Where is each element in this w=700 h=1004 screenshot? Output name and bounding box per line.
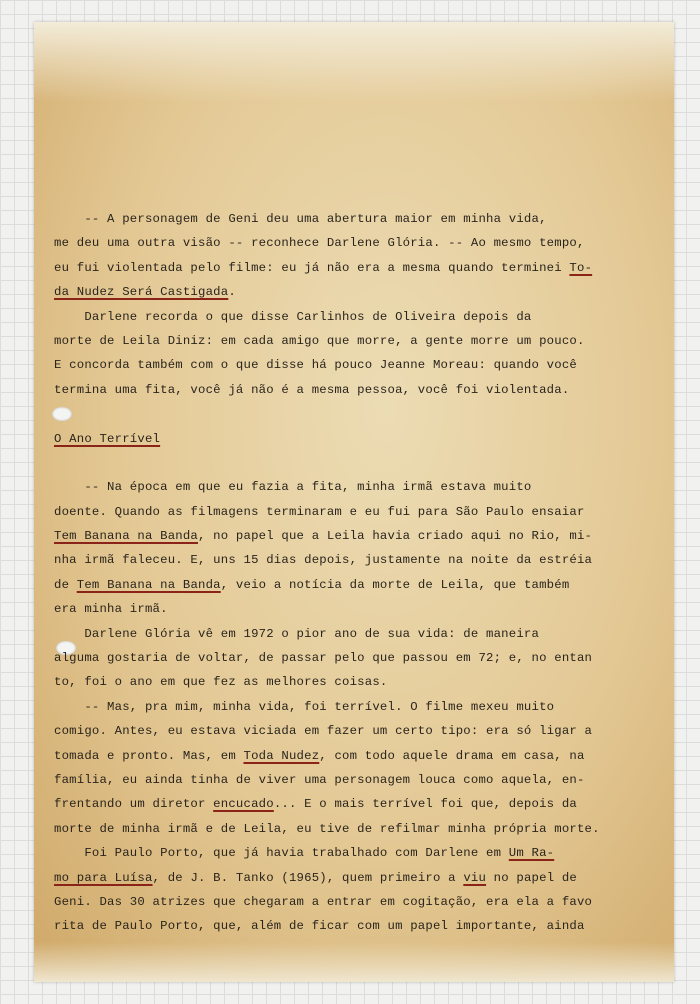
text-run: , no papel que a Leila havia criado aqui no Rio, mi- bbox=[198, 529, 593, 544]
text-run: -- A personagem de Geni deu uma abertura maior em minha vida, bbox=[54, 212, 547, 226]
underlined-title: Um Ra- bbox=[508, 846, 555, 861]
paragraph-leila-diniz bbox=[54, 305, 634, 403]
text-line bbox=[54, 475, 634, 499]
text-line bbox=[54, 378, 634, 402]
text-run: no papel de bbox=[486, 870, 578, 885]
text-line bbox=[54, 597, 634, 621]
text-run: ... E o mais terrível foi que, depois da bbox=[273, 797, 577, 812]
text-line bbox=[54, 573, 634, 597]
blank-line bbox=[54, 451, 634, 475]
underlined-title: viu bbox=[463, 870, 487, 885]
text-line bbox=[54, 817, 634, 841]
text-run: rita de Paulo Porto, que, além de ficar com um papel importante, ainda bbox=[54, 919, 585, 934]
blank-line bbox=[54, 402, 634, 426]
underlined-title: To- bbox=[569, 260, 593, 275]
text-run: família, eu ainda tinha de viver uma personagem louca como aquela, en- bbox=[54, 772, 585, 787]
underlined-title: mo para Luísa bbox=[54, 870, 153, 885]
document-body bbox=[54, 207, 634, 939]
text-line bbox=[54, 670, 634, 694]
text-line bbox=[54, 792, 634, 816]
text-run: termina uma fita, você já não é a mesma pessoa, você foi violentada. bbox=[54, 382, 570, 397]
paragraph-geni bbox=[54, 207, 634, 305]
text-line bbox=[54, 427, 634, 451]
text-line bbox=[54, 207, 634, 231]
text-run: , de J. B. Tanko (1965), quem primeiro a bbox=[152, 870, 464, 885]
text-run: comigo. Antes, eu estava viciada em fazer um certo tipo: era só ligar a bbox=[54, 724, 593, 739]
text-line bbox=[54, 646, 634, 670]
text-line bbox=[54, 231, 634, 255]
underlined-title: da Nudez Será Castigada bbox=[54, 285, 229, 300]
paragraph-irma bbox=[54, 475, 634, 621]
text-line bbox=[54, 719, 634, 743]
paragraph-paulo-porto bbox=[54, 841, 634, 939]
underlined-title: O Ano Terrível bbox=[54, 431, 161, 446]
text-run: me deu uma outra visão -- reconhece Darlene Glória. -- Ao mesmo tempo, bbox=[54, 236, 585, 251]
text-run: Geni. Das 30 atrizes que chegaram a entrar em cogitação, era ela a favo bbox=[54, 894, 593, 909]
text-run: -- Na época em que eu fazia a fita, minha irmã estava muito bbox=[54, 480, 532, 495]
text-run: , veio a notícia da morte de Leila, que também bbox=[220, 577, 570, 592]
text-run: morte de minha irmã e de Leila, eu tive de refilmar minha própria morte. bbox=[54, 821, 600, 836]
text-run: Darlene recorda o que disse Carlinhos de Oliveira depois da bbox=[54, 309, 532, 324]
text-line bbox=[54, 524, 634, 548]
text-run: to, foi o ano em que fez as melhores coisas. bbox=[54, 675, 388, 690]
text-run: era minha irmã. bbox=[54, 602, 168, 617]
section-heading bbox=[54, 427, 634, 451]
underlined-title: Tem Banana na Banda bbox=[76, 577, 221, 592]
text-line bbox=[54, 305, 634, 329]
text-run: alguma gostaria de voltar, de passar pelo que passou em 72; e, no entan bbox=[54, 651, 593, 666]
text-line bbox=[54, 500, 634, 524]
text-line bbox=[54, 866, 634, 890]
text-run: doente. Quando as filmagens terminaram e eu fui para São Paulo ensaiar bbox=[54, 504, 585, 519]
text-run: E concorda também com o que disse há pouco Jeanne Moreau: quando você bbox=[54, 358, 577, 373]
text-line bbox=[54, 768, 634, 792]
text-run: eu fui violentada pelo filme: eu já não era a mesma quando terminei bbox=[54, 260, 570, 275]
underlined-title: Tem Banana na Banda bbox=[54, 529, 199, 544]
text-run: . bbox=[228, 285, 236, 300]
text-line bbox=[54, 695, 634, 719]
text-run: Darlene Glória vê em 1972 o pior ano de sua vida: de maneira bbox=[54, 626, 540, 641]
text-line bbox=[54, 548, 634, 572]
text-line bbox=[54, 622, 634, 646]
text-line bbox=[54, 353, 634, 377]
text-run: Foi Paulo Porto, que já havia trabalhado com Darlene em bbox=[54, 846, 509, 861]
text-run: nha irmã faleceu. E, uns 15 dias depois, justamente na noite da estréia bbox=[54, 553, 593, 568]
text-run: morte de Leila Diniz: em cada amigo que morre, a gente morre um pouco. bbox=[54, 333, 585, 348]
paragraph-1972 bbox=[54, 622, 634, 695]
underlined-title: Toda Nudez bbox=[243, 748, 320, 763]
paragraph-terrivel bbox=[54, 695, 634, 841]
text-run: -- Mas, pra mim, minha vida, foi terrível. O filme mexeu muito bbox=[54, 699, 555, 714]
text-line bbox=[54, 256, 634, 280]
text-run: frentando um diretor bbox=[54, 797, 214, 812]
text-line bbox=[54, 744, 634, 768]
text-run: , com todo aquele drama em casa, na bbox=[319, 748, 585, 763]
text-run: tomada e pronto. Mas, em bbox=[54, 748, 244, 763]
text-line bbox=[54, 914, 634, 938]
text-run: de bbox=[54, 577, 77, 592]
text-line bbox=[54, 841, 634, 865]
underlined-title: encucado bbox=[213, 797, 274, 812]
text-line bbox=[54, 890, 634, 914]
text-line bbox=[54, 329, 634, 353]
text-line bbox=[54, 280, 634, 304]
